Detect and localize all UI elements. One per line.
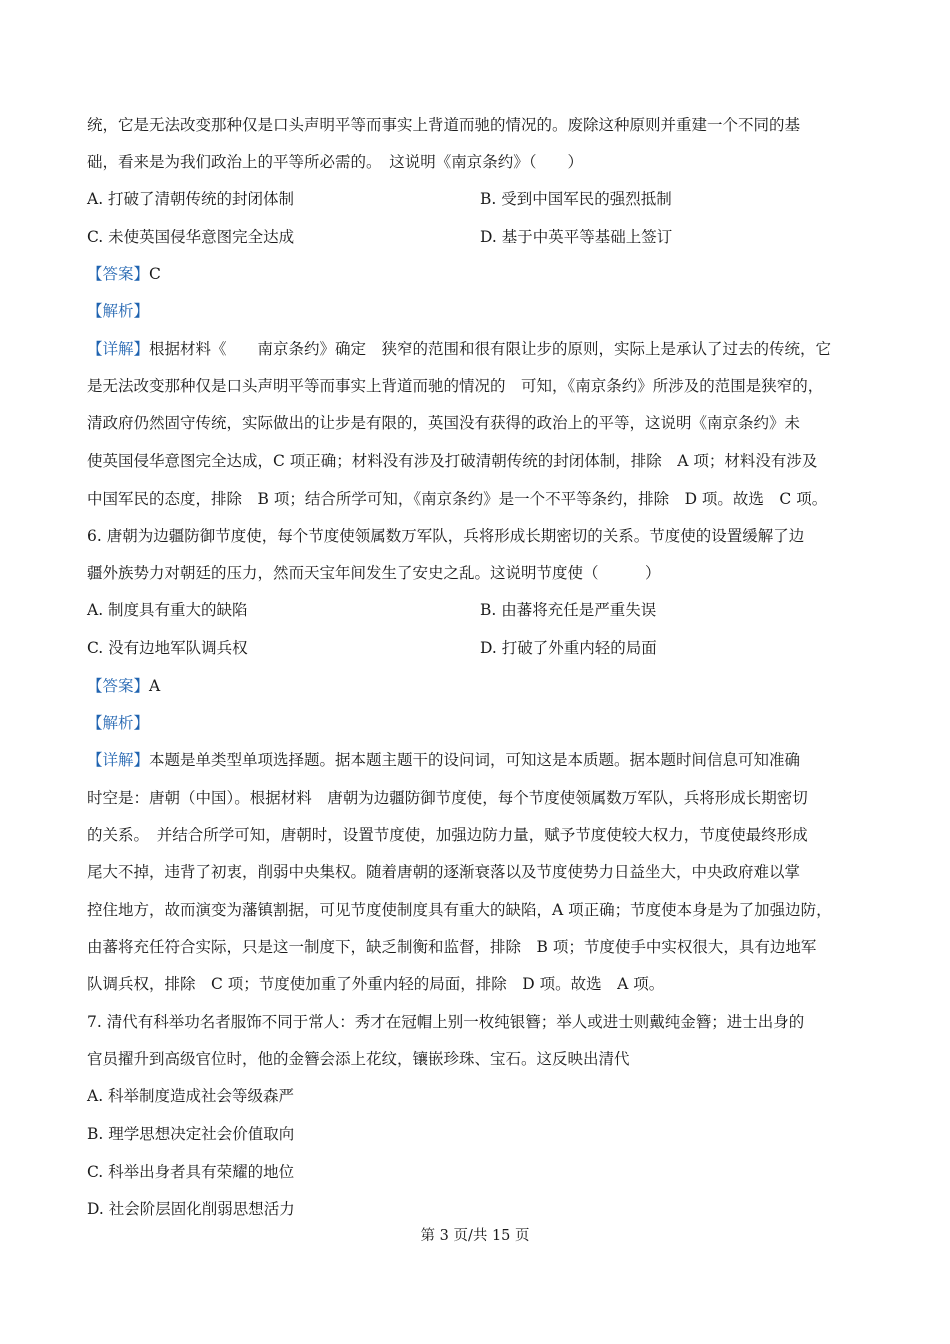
q6-option-d: D. 打破了外重内轻的局面	[480, 639, 657, 657]
q6-option-b: B. 由蕃将充任是严重失误	[480, 601, 657, 619]
q6-option-c: C. 没有边地军队调兵权	[87, 639, 248, 657]
answer-tag: 【答案】	[87, 677, 150, 695]
q7-stem-line-2: 官员擢升到高级官位时，他的金簪会添上花纹，镶嵌珍珠、宝石。这反映出清代	[87, 1050, 630, 1068]
q6-stem-line-1: 6. 唐朝为边疆防御节度使，每个节度使领属数万军队，兵将形成长期密切的关系。节度使的设置缓解了边	[87, 527, 805, 545]
q6-detail-line-6: 由蕃将充任符合实际，只是这一制度下，缺乏制衡和监督，排除 B 项；节度使手中实权很大，具有边地军	[87, 938, 817, 956]
q7-option-b: B. 理学思想决定社会价值取向	[87, 1125, 295, 1143]
q5-option-c: C. 未使英国侵华意图完全达成	[87, 228, 295, 246]
q5-option-d: D. 基于中英平等基础上签订	[480, 228, 673, 246]
detail-tag: 【详解】	[87, 340, 150, 358]
detail-text: 根据材料《 南京条约》确定 狭窄的范围和很有限让步的原则，实际上是承认了过去的传统，它	[149, 340, 832, 358]
q6-answer	[87, 676, 910, 696]
q6-analysis-tag: 【解析】	[87, 714, 150, 732]
q5-detail-line-3: 清政府仍然固守传统，实际做出的让步是有限的，英国没有获得的政治上的平等，这说明《南京条约》未	[87, 414, 801, 432]
q5-stem-line-2: 础，看来是为我们政治上的平等所必需的。 这说明《南京条约》（ ）	[87, 153, 584, 171]
q5-detail-line-2: 是无法改变那种仅是口头声明平等而事实上背道而驰的情况的 可知，《南京条约》所涉及的范围是狭窄的，	[87, 377, 824, 395]
q6-detail-line-4: 尾大不掉，违背了初衷，削弱中央集权。随着唐朝的逐渐衰落以及节度使势力日益坐大，中央政府难以掌	[87, 863, 801, 881]
q6-detail-line-7: 队调兵权，排除 C 项；节度使加重了外重内轻的局面，排除 D 项。故选 A 项。	[87, 975, 665, 993]
q6-stem-line-2: 疆外族势力对朝廷的压力，然而天宝年间发生了安史之乱。这说明节度使（ ）	[87, 564, 661, 582]
q5-detail-line-4: 使英国侵华意图完全达成，C 项正确；材料没有涉及打破清朝传统的封闭体制，排除 A 项；材料没有涉及	[87, 452, 818, 470]
q7-option-c: C. 科举出身者具有荣耀的地位	[87, 1163, 295, 1181]
q6-detail-line-2: 时空是：唐朝（中国）。根据材料 唐朝为边疆防御节度使，每个节度使领属数万军队，兵将形成长期密切	[87, 789, 808, 807]
q5-option-a: A. 打破了清朝传统的封闭体制	[87, 190, 295, 208]
q6-detail-line-3: 的关系。 并结合所学可知，唐朝时，设置节度使，加强边防力量，赋予节度使较大权力，节度使最终形成	[87, 826, 808, 844]
page-number-footer: 第 3 页/共 15 页	[420, 1228, 530, 1244]
q5-detail-line-1	[87, 339, 910, 359]
q6-detail-line-1	[87, 750, 910, 770]
q5-stem-line-1: 统，它是无法改变那种仅是口头声明平等而事实上背道而驰的情况的。废除这种原则并重建一个不同的基	[87, 116, 801, 134]
q5-option-b: B. 受到中国军民的强烈抵制	[480, 190, 672, 208]
q7-option-d: D. 社会阶层固化削弱思想活力	[87, 1200, 295, 1218]
q7-stem-line-1: 7. 清代有科举功名者服饰不同于常人：秀才在冠帽上别一枚纯银簪；举人或进士则戴纯金簪；进士出身的	[87, 1013, 805, 1031]
q7-option-a: A. 科举制度造成社会等级森严	[87, 1087, 295, 1105]
q5-detail-line-5: 中国军民的态度，排除 B 项；结合所学可知，《南京条约》是一个不平等条约，排除 D 项。故选 C 项。	[87, 490, 828, 508]
detail-tag: 【详解】	[87, 751, 150, 769]
q5-answer	[87, 264, 910, 284]
q6-option-a: A. 制度具有重大的缺陷	[87, 601, 248, 619]
q6-detail-line-5: 控住地方，故而演变为藩镇割据，可见节度使制度具有重大的缺陷，A 项正确；节度使本身是为了加强边防，	[87, 901, 832, 919]
detail-text: 本题是单类型单项选择题。据本题主题干的设问词，可知这是本质题。据本题时间信息可知准确	[149, 751, 801, 769]
answer-value: C	[149, 265, 161, 283]
q5-analysis-tag: 【解析】	[87, 302, 150, 320]
answer-tag: 【答案】	[87, 265, 150, 283]
answer-value: A	[149, 677, 161, 695]
